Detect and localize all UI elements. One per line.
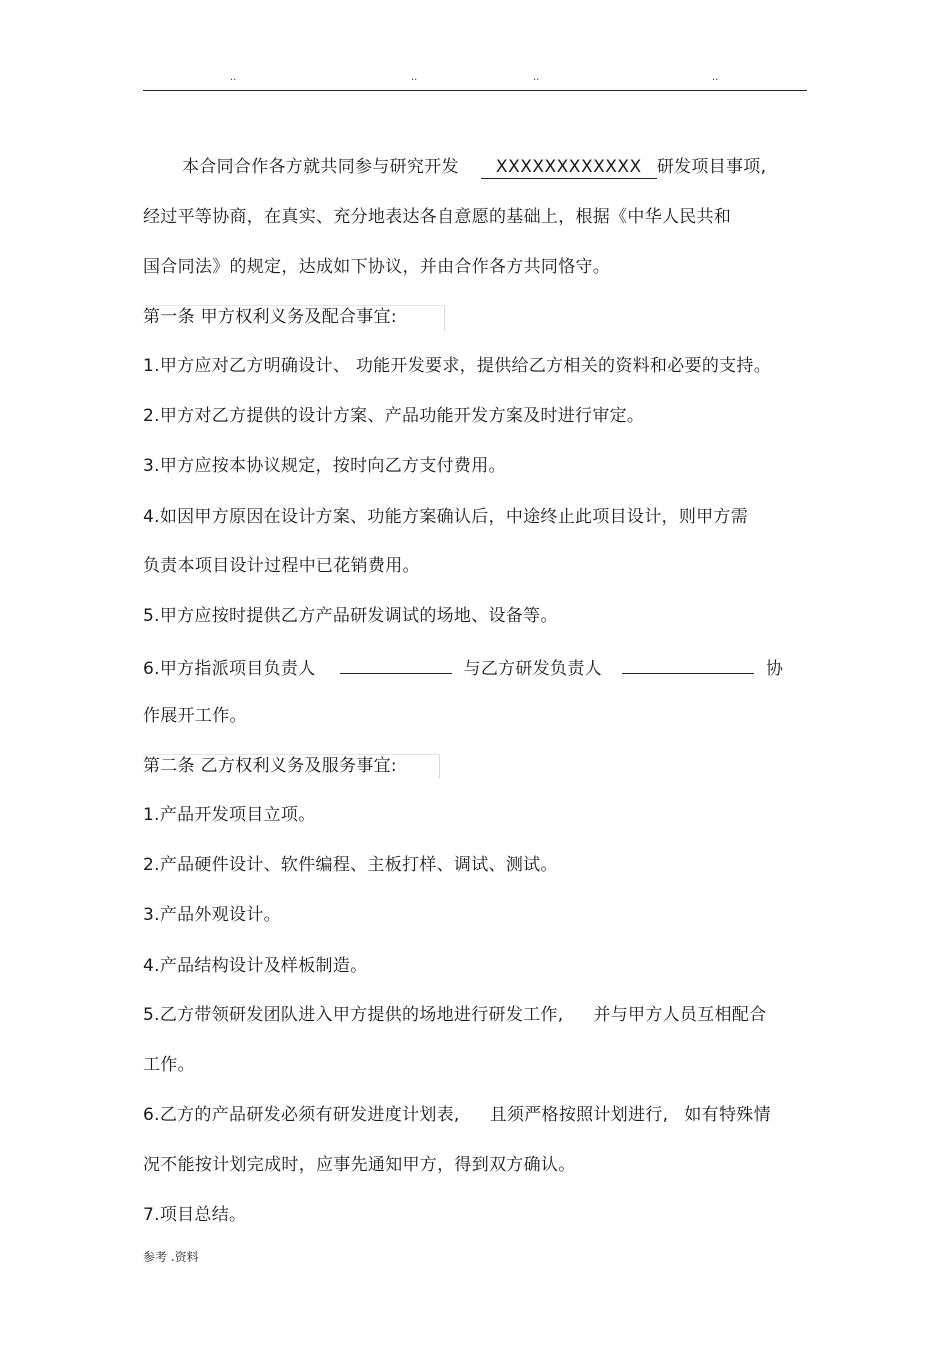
article2-item-7: 7.项目总结。: [143, 1205, 247, 1225]
header-dot: ..: [533, 72, 540, 83]
header-dot: ..: [230, 72, 237, 83]
intro-line-2: 经过平等协商，在真实、充分地表达各自意愿的基础上，根据《中华人民共和: [143, 207, 732, 227]
article2-item: 1.产品开发项目立项。: [143, 805, 316, 825]
intro-suffix: 研发项目事项,: [656, 157, 767, 177]
intro-line-1: [182, 156, 766, 179]
intro-line-3: 国合同法》的规定，达成如下协议，并由合作各方共同恪守。: [143, 257, 611, 277]
article1-item-6: [143, 655, 783, 680]
article1-item: 4.如因甲方原因在设计方案、功能方案确认后，中途终止此项目设计，则甲方需: [143, 507, 749, 527]
page-footer: 参考 .资料: [143, 1250, 199, 1264]
party-a-manager-blank: [340, 655, 452, 674]
article2-item: 2.产品硬件设计、软件编程、主板打样、调试、测试。: [143, 855, 558, 875]
item6b-text-1: 6.乙方的产品研发必须有研发进度计划表,: [143, 1105, 460, 1125]
header-rule: [143, 90, 807, 91]
article1-item: 负责本项目设计过程中已花销费用。: [143, 556, 420, 576]
article1-item: 3.甲方应按本协议规定，按时向乙方支付费用。: [143, 456, 506, 476]
item6-text-1: 6.甲方指派项目负责人: [143, 659, 316, 679]
article1-item: 1.甲方应对乙方明确设计、 功能开发要求，提供给乙方相关的资料和必要的支持。: [143, 356, 772, 376]
article2-title: 第二条 乙方权利义务及服务事宜:: [143, 756, 397, 776]
intro-prefix: 本合同合作各方就共同参与研究开发: [182, 157, 459, 177]
header-dot: ..: [712, 72, 719, 83]
item5-text-1: 5.乙方带领研发团队进入甲方提供的场地进行研发工作,: [143, 1005, 564, 1025]
item5-text-2: 并与甲方人员互相配合: [593, 1005, 767, 1025]
article2-item-6-cont: 况不能按计划完成时，应事先通知甲方，得到双方确认。: [143, 1155, 576, 1175]
article2-item-6: [143, 1104, 771, 1126]
header-dot: ..: [411, 72, 418, 83]
project-name-field: XXXXXXXXXXXX: [481, 156, 657, 179]
article2-item: 3.产品外观设计。: [143, 905, 281, 925]
article2-item: 4.产品结构设计及样板制造。: [143, 956, 368, 976]
page-header: [0, 72, 950, 86]
item6b-text-2: 且须严格按照计划进行,: [489, 1105, 669, 1125]
article2-item-5-cont: 工作。: [143, 1055, 195, 1075]
article1-title: 第一条 甲方权利义务及配合事宜:: [143, 307, 397, 327]
article1-item: 2.甲方对乙方提供的设计方案、产品功能开发方案及时进行审定。: [143, 406, 645, 426]
item6-text-3: 协: [765, 659, 784, 679]
article2-item-5: [143, 1004, 766, 1026]
item6-text-2: 与乙方研发负责人: [463, 659, 602, 679]
article1-item: 5.甲方应按时提供乙方产品研发调试的场地、设备等。: [143, 606, 558, 626]
article1-item-6-cont: 作展开工作。: [143, 706, 247, 726]
party-b-manager-blank: [622, 655, 754, 674]
item6b-text-3: 如有特殊情: [684, 1105, 771, 1125]
